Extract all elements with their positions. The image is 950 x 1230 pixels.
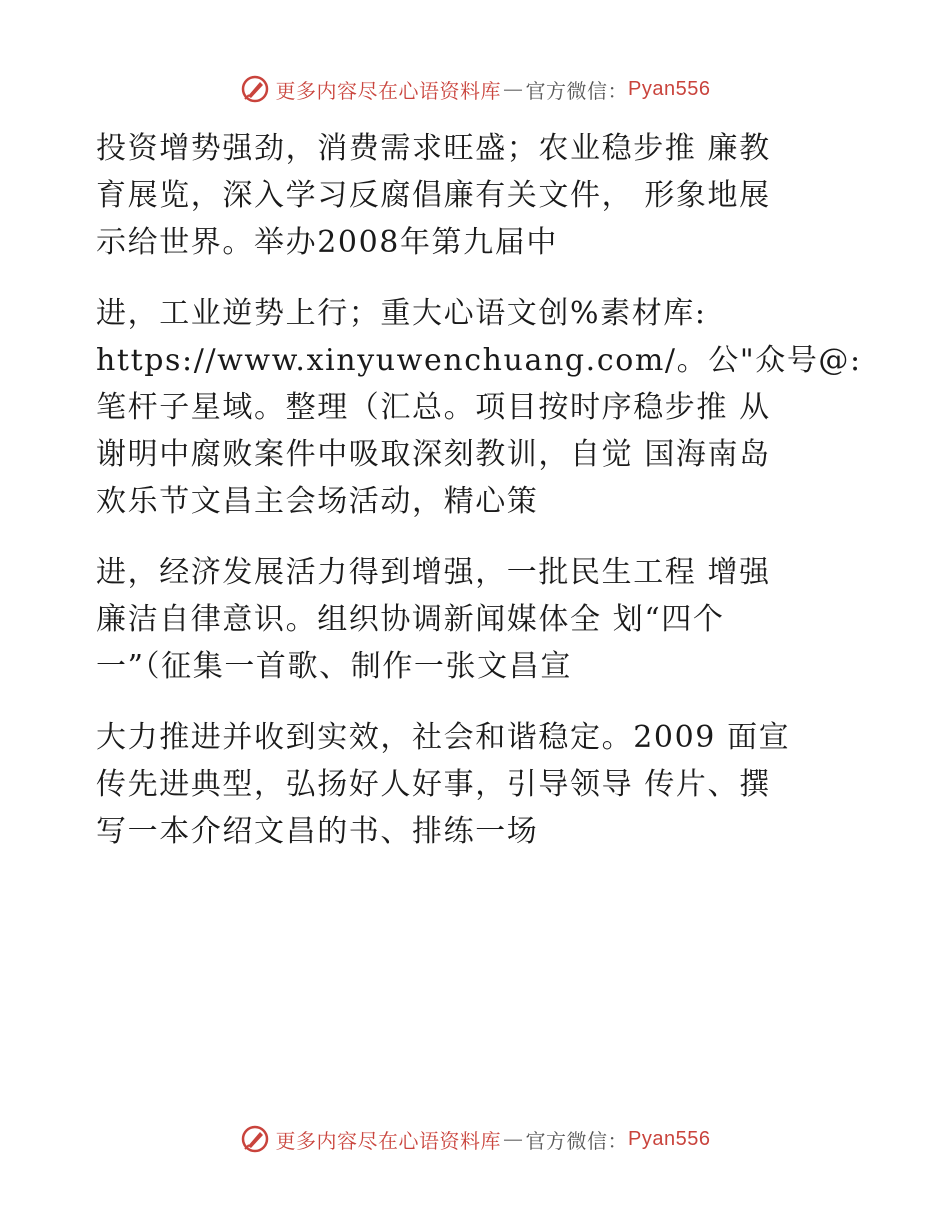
paragraph-1 [96,125,856,266]
brand-logo-icon [240,74,270,104]
banner-separator: — [503,77,524,101]
wechat-label: 官方微信： [525,1128,629,1153]
text-line: 廉洁自律意识。组织协调新闻媒体全 划“四个 [96,602,725,637]
text-line: 大力推进并收到实效，社会和谐稳定。2009 面宣 [96,720,791,755]
text-line: 欢乐节文昌主会场活动，精心策 [96,484,539,519]
banner-separator: — [503,1127,524,1151]
text-line: 写一本介绍文昌的书、排练一场 [96,814,539,849]
brand-logo-icon [240,1124,270,1154]
text-line: https://www.xinyuwenchuang.com/。公"众号@: [96,343,862,378]
text-line: 谢明中腐败案件中吸取深刻教训，自觉 国海南岛 [96,437,771,472]
wechat-id: Pyan556 [628,77,711,100]
paragraph-2 [96,290,862,525]
text-line: 进，经济发展活力得到增强，一批民生工程 增强 [96,555,771,590]
text-line: 投资增势强劲，消费需求旺盛；农业稳步推 廉教 [96,131,771,166]
text-line: 育展览，深入学习反腐倡廉有关文件， 形象地展 [96,178,771,213]
document-body [96,125,862,879]
brand-text: 更多内容尽在心语资料库 [275,78,502,103]
text-line: 一”（征集一首歌、制作一张文昌宣 [96,649,572,684]
text-line: 进，工业逆势上行；重大心语文创%素材库: [96,296,707,331]
text-line: 传先进典型，弘扬好人好事，引导领导 传片、撰 [96,767,771,802]
text-line: 示给世界。举办2008年第九届中 [96,225,558,260]
brand-text: 更多内容尽在心语资料库 [275,1128,502,1153]
paragraph-3 [96,549,856,690]
footer-watermark-banner [0,1124,950,1154]
wechat-id: Pyan556 [628,1127,711,1150]
wechat-label: 官方微信： [525,78,629,103]
paragraph-4 [96,714,856,855]
header-watermark-banner [0,74,950,104]
text-line: 笔杆子星域。整理（汇总。项目按时序稳步推 从 [96,390,771,425]
